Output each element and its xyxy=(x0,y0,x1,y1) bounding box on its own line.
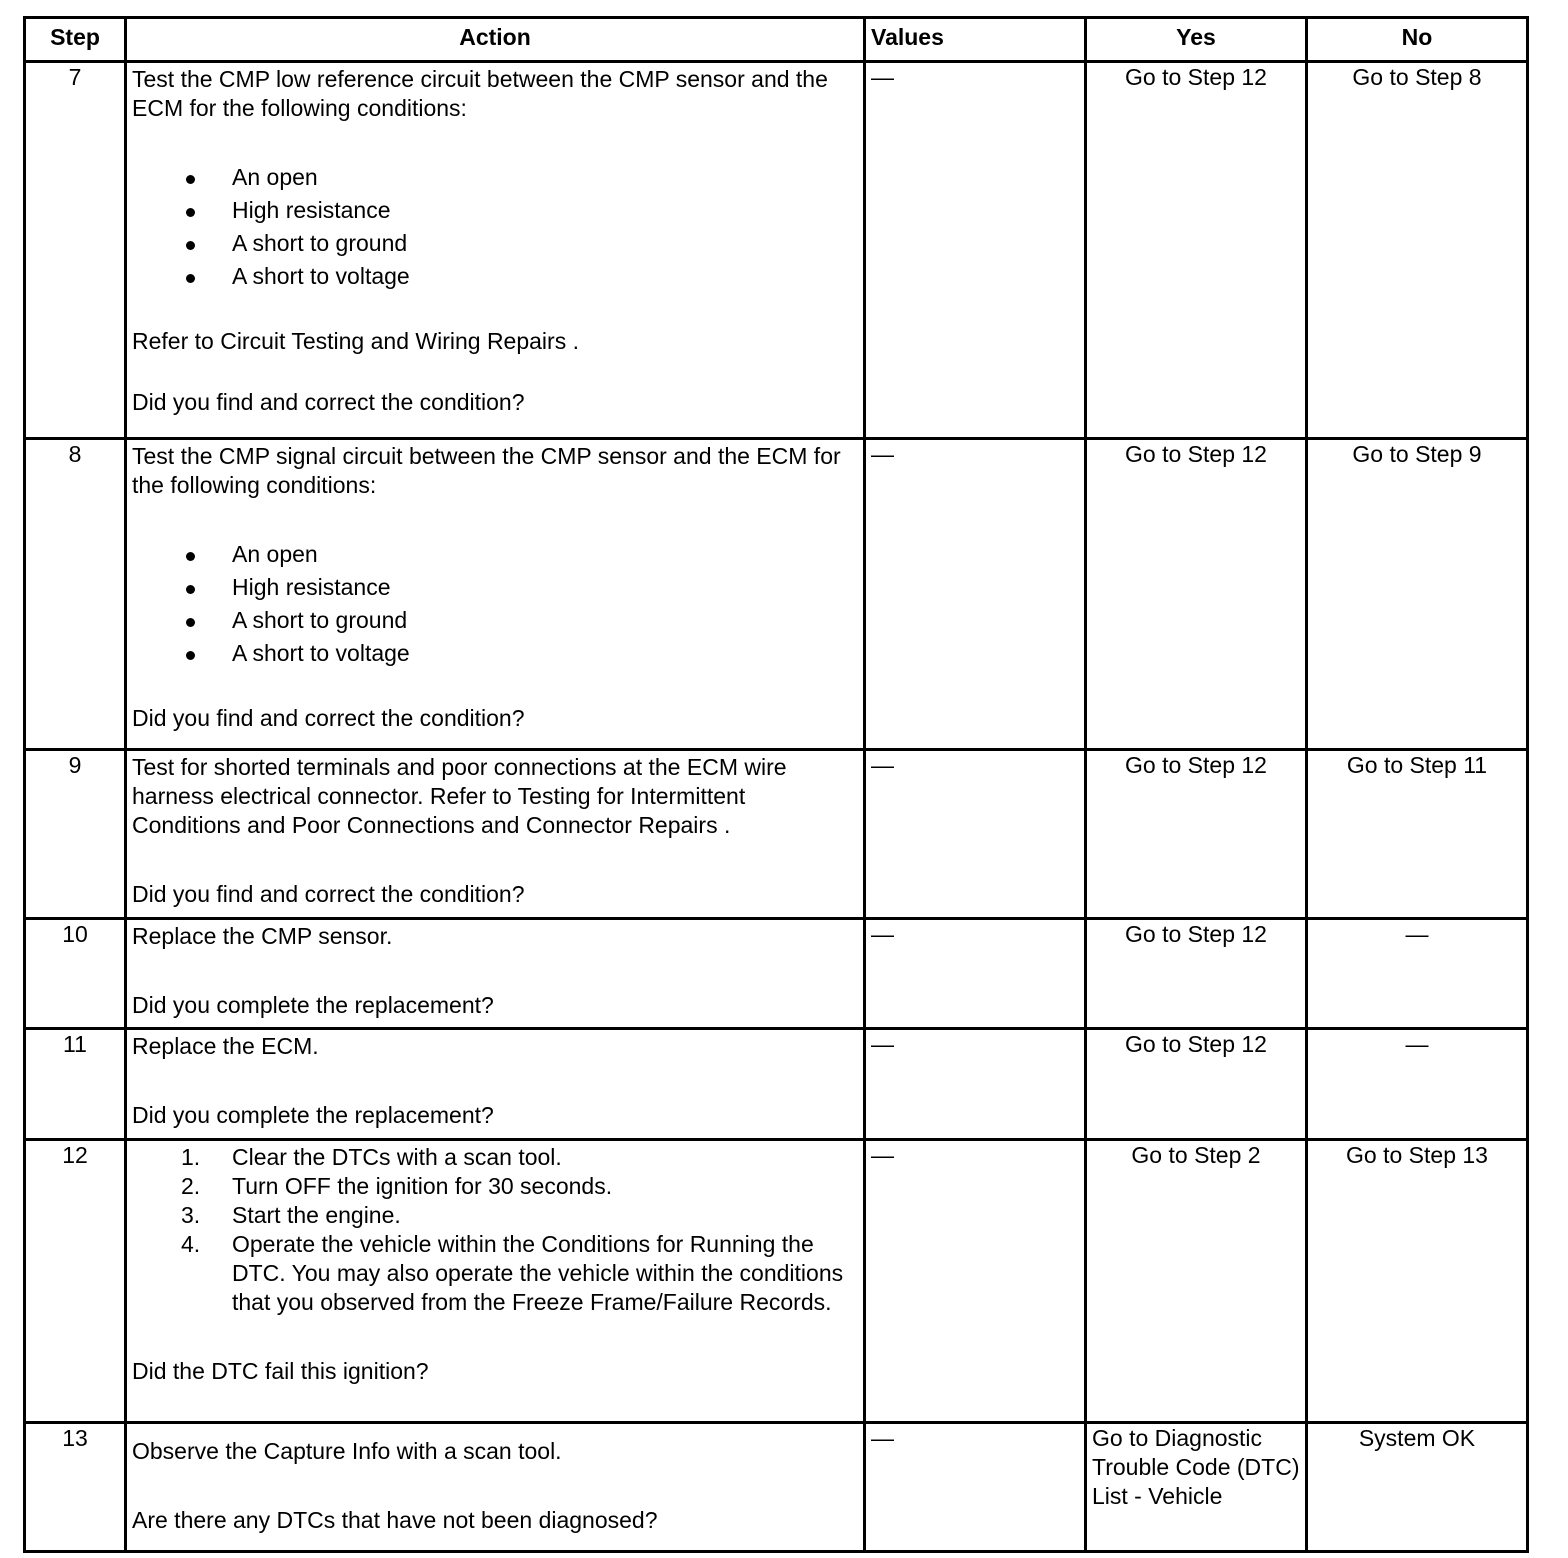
bullet-icon xyxy=(186,552,195,561)
bullet-icon xyxy=(186,175,195,184)
list-item: A short to ground xyxy=(132,606,858,639)
action-question: Did you find and correct the condition? xyxy=(132,705,525,731)
action-intro: Test the CMP signal circuit between the CMP sensor and the ECM for the following conditions: xyxy=(132,443,841,498)
action-intro: Test the CMP low reference circuit between the CMP sensor and the ECM for the following conditions: xyxy=(132,66,828,121)
header-no: No xyxy=(1307,18,1528,62)
header-row xyxy=(25,18,1528,62)
table-row xyxy=(25,919,1528,1029)
step-number: 9 xyxy=(25,750,126,919)
values-cell: — xyxy=(865,919,1086,1029)
step-number: 8 xyxy=(25,439,126,750)
action-question: Did the DTC fail this ignition? xyxy=(132,1358,429,1384)
procedure-list xyxy=(132,1143,858,1317)
step-number: 10 xyxy=(25,919,126,1029)
table-row xyxy=(25,439,1528,750)
list-item: 4. Operate the vehicle within the Conditions for Running the DTC. You may also operate the vehicle within the conditions that you observed from the Freeze Frame/Failure Records. xyxy=(181,1231,844,1315)
list-item: A short to voltage xyxy=(132,639,858,672)
list-item: High resistance xyxy=(132,196,858,229)
yes-cell: Go to Step 12 xyxy=(1086,1029,1307,1140)
action-cell xyxy=(126,439,865,750)
no-cell: — xyxy=(1307,1029,1528,1140)
yes-cell: Go to Step 12 xyxy=(1086,919,1307,1029)
header-yes: Yes xyxy=(1086,18,1307,62)
list-item: An open xyxy=(132,163,858,196)
no-cell: Go to Step 9 xyxy=(1307,439,1528,750)
yes-cell: Go to Step 12 xyxy=(1086,62,1307,439)
condition-list xyxy=(132,540,858,672)
bullet-icon xyxy=(186,208,195,217)
action-cell xyxy=(126,1423,865,1552)
step-number: 7 xyxy=(25,62,126,439)
list-item: High resistance xyxy=(132,573,858,606)
values-cell: — xyxy=(865,1029,1086,1140)
action-question: Did you find and correct the condition? xyxy=(132,389,525,415)
yes-cell: Go to Step 12 xyxy=(1086,750,1307,919)
action-question: Did you complete the replacement? xyxy=(132,992,494,1018)
list-item: An open xyxy=(132,540,858,573)
bullet-icon xyxy=(186,651,195,660)
table-row xyxy=(25,1423,1528,1552)
action-question: Did you find and correct the condition? xyxy=(132,881,525,907)
table-row xyxy=(25,1140,1528,1423)
bullet-icon xyxy=(186,274,195,283)
no-cell: — xyxy=(1307,919,1528,1029)
action-intro: Replace the CMP sensor. xyxy=(132,923,393,949)
list-item: A short to ground xyxy=(132,229,858,262)
no-cell: System OK xyxy=(1307,1423,1528,1552)
values-cell: — xyxy=(865,1140,1086,1423)
no-cell: Go to Step 13 xyxy=(1307,1140,1528,1423)
table-row xyxy=(25,62,1528,439)
action-cell xyxy=(126,1140,865,1423)
action-cell xyxy=(126,750,865,919)
action-question: Are there any DTCs that have not been diagnosed? xyxy=(132,1507,658,1533)
table-row xyxy=(25,750,1528,919)
values-cell: — xyxy=(865,750,1086,919)
action-cell xyxy=(126,62,865,439)
step-number: 12 xyxy=(25,1140,126,1423)
no-cell: Go to Step 11 xyxy=(1307,750,1528,919)
bullet-icon xyxy=(186,241,195,250)
list-item: 2. Turn OFF the ignition for 30 seconds. xyxy=(181,1173,613,1199)
values-cell: — xyxy=(865,439,1086,750)
list-item: 1. Clear the DTCs with a scan tool. xyxy=(181,1144,562,1170)
list-item: A short to voltage xyxy=(132,262,858,295)
yes-cell: Go to Step 12 xyxy=(1086,439,1307,750)
values-cell: — xyxy=(865,1423,1086,1552)
diagnostic-table xyxy=(23,16,1529,1553)
list-item: 3. Start the engine. xyxy=(181,1202,401,1228)
condition-list xyxy=(132,163,858,295)
action-intro: Observe the Capture Info with a scan tool. xyxy=(132,1438,562,1464)
action-cell xyxy=(126,1029,865,1140)
action-question: Did you complete the replacement? xyxy=(132,1102,494,1128)
table-row xyxy=(25,1029,1528,1140)
action-intro: Replace the ECM. xyxy=(132,1033,319,1059)
yes-cell: Go to Diagnostic Trouble Code (DTC) List - Vehicle xyxy=(1086,1423,1307,1552)
header-step: Step xyxy=(25,18,126,62)
action-refer: Refer to Circuit Testing and Wiring Repairs . xyxy=(132,328,579,354)
header-values: Values xyxy=(865,18,1086,62)
action-intro: Test for shorted terminals and poor connections at the ECM wire harness electrical connector. Refer to Testing for Intermittent Conditions and Poor Connections and Connector Repairs . xyxy=(132,754,787,838)
bullet-icon xyxy=(186,585,195,594)
values-cell: — xyxy=(865,62,1086,439)
no-cell: Go to Step 8 xyxy=(1307,62,1528,439)
header-action: Action xyxy=(126,18,865,62)
bullet-icon xyxy=(186,618,195,627)
step-number: 11 xyxy=(25,1029,126,1140)
step-number: 13 xyxy=(25,1423,126,1552)
action-cell xyxy=(126,919,865,1029)
yes-cell: Go to Step 2 xyxy=(1086,1140,1307,1423)
